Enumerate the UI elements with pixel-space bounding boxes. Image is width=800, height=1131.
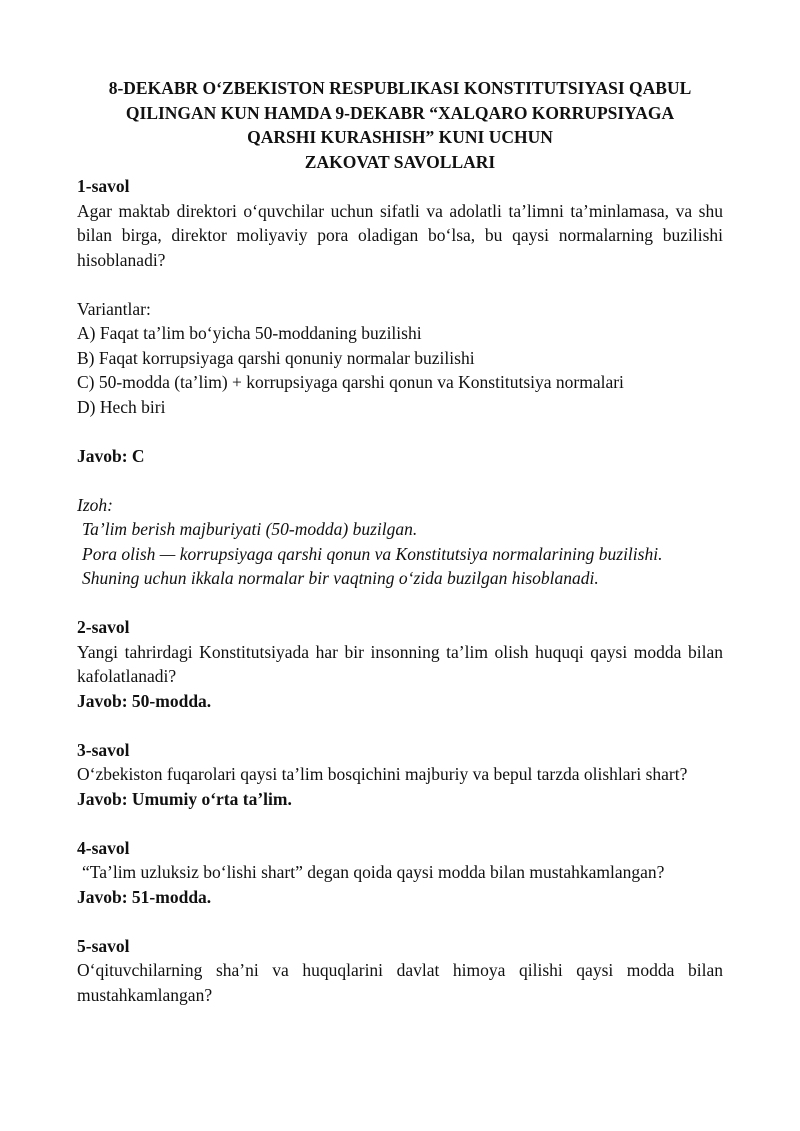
question-3-text: O‘zbekiston fuqarolari qaysi ta’lim bosqichini majburiy va bepul tarzda olishlari shart?	[77, 764, 688, 784]
question-1-answer: Javob: C	[77, 445, 145, 466]
option-c: C) 50-modda (ta’lim) + korrupsiyaga qarshi qonun va Konstitutsiya normalari	[77, 372, 624, 392]
question-5-heading: 5-savol	[77, 935, 130, 956]
explanation-line-1: Ta’lim berish majburiyati (50-modda) buzilgan.	[82, 519, 418, 539]
question-4-heading: 4-savol	[77, 837, 130, 858]
option-a: A) Faqat ta’lim bo‘yicha 50-moddaning buzilishi	[77, 323, 422, 343]
explanation-line-3: Shuning uchun ikkala normalar bir vaqtning o‘zida buzilgan hisoblanadi.	[82, 568, 599, 588]
explanation-line-2: Pora olish — korrupsiyaga qarshi qonun va Konstitutsiya normalarining buzilishi.	[82, 543, 663, 564]
document-title	[77, 76, 723, 174]
question-1-text: Agar maktab direktori o‘quvchilar uchun sifatli va adolatli ta’limni ta’minlamasa, va shu bilan birga, direktor moliyaviy pora oladigan bo‘lsa, bu qaysi normalarning buzilishi hisoblanadi?	[77, 200, 723, 270]
question-1-options	[77, 297, 723, 420]
title-line-2: QILINGAN KUN HAMDA 9-DEKABR “XALQARO KORRUPSIYAGA	[125, 102, 675, 123]
explanation	[77, 517, 723, 591]
title-line-3: QARSHI KURASHISH” KUNI UCHUN	[247, 127, 553, 147]
title-line-4: ZAKOVAT SAVOLLARI	[304, 151, 496, 172]
options-label: Variantlar:	[77, 298, 151, 319]
question-3-answer: Javob: Umumiy o‘rta ta’lim.	[77, 788, 292, 809]
question-5-text: O‘qituvchilarning sha’ni va huquqlarini davlat himoya qilishi qaysi modda bilan mustahkamlangan?	[77, 960, 723, 1005]
question-2-heading: 2-savol	[77, 617, 130, 637]
question-4-text: “Ta’lim uzluksiz bo‘lishi shart” degan qoida qaysi modda bilan mustahkamlangan?	[82, 862, 665, 882]
title-line-1: 8-DEKABR O‘ZBEKISTON RESPUBLIKASI KONSTITUTSIYASI QABUL	[108, 78, 692, 98]
document-page	[77, 76, 723, 1007]
option-b: B) Faqat korrupsiyaga qarshi qonuniy normalar buzilishi	[77, 347, 475, 368]
explanation-label: Izoh:	[77, 494, 113, 515]
question-4-answer: Javob: 51-modda.	[77, 886, 212, 907]
question-2-answer: Javob: 50-modda.	[77, 690, 212, 711]
question-2-text: Yangi tahrirdagi Konstitutsiyada har bir insonning ta’lim olish huquqi qaysi modda bilan kafolatlanadi?	[77, 641, 723, 686]
question-3-heading: 3-savol	[77, 739, 130, 760]
option-d: D) Hech biri	[77, 396, 166, 417]
question-1-heading: 1-savol	[77, 176, 130, 196]
